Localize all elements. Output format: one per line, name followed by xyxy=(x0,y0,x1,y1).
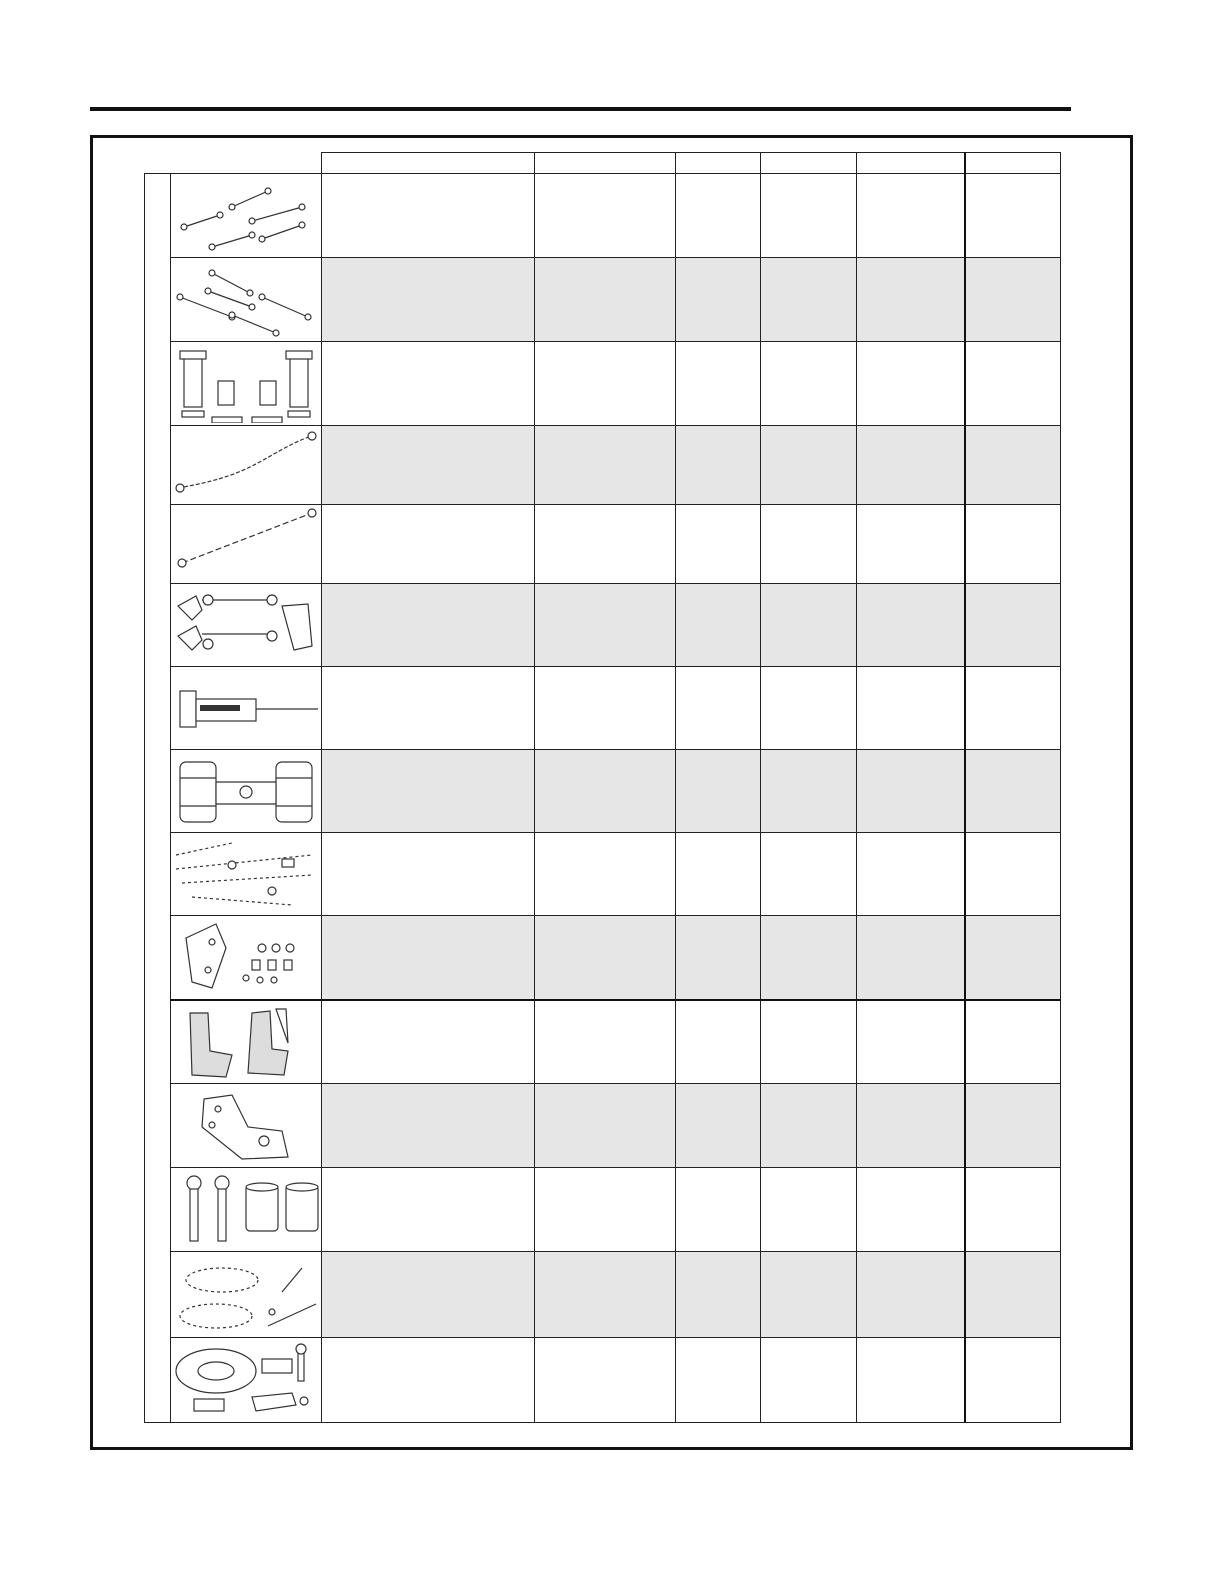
table-cell xyxy=(965,667,1061,750)
table-cell xyxy=(857,667,965,750)
control-arms-set-icon xyxy=(171,177,321,255)
table-header-row xyxy=(145,153,1061,174)
part-image-cell xyxy=(171,667,322,750)
table-cell xyxy=(535,667,676,750)
part-image-cell xyxy=(171,916,322,1000)
table-cell xyxy=(535,1338,676,1423)
table-row xyxy=(145,505,1061,584)
table-cell xyxy=(857,426,965,505)
cables-and-clips-icon xyxy=(171,1256,321,1334)
table-row xyxy=(145,1084,1061,1168)
table-row xyxy=(145,1000,1061,1084)
table-row xyxy=(145,174,1061,258)
table-cell xyxy=(761,750,857,833)
brake-line-hardware-icon xyxy=(171,835,321,913)
part-image-cell xyxy=(171,1168,322,1252)
side-label-column xyxy=(145,174,171,1423)
table-cell xyxy=(676,916,761,1000)
table-cell xyxy=(857,505,965,584)
table-cell xyxy=(761,1252,857,1338)
table-cell xyxy=(857,1252,965,1338)
table-row xyxy=(145,667,1061,750)
bolts-and-bump-stops-icon xyxy=(171,1171,321,1249)
adjustable-control-arms-icon xyxy=(171,261,321,339)
part-image-cell xyxy=(171,426,322,505)
table-cell xyxy=(322,258,535,342)
table-cell xyxy=(965,1000,1061,1084)
table-cell xyxy=(857,833,965,916)
table-cell xyxy=(535,833,676,916)
table-cell xyxy=(761,174,857,258)
table-cell xyxy=(965,916,1061,1000)
table-cell xyxy=(761,1168,857,1252)
table-cell xyxy=(761,916,857,1000)
table-cell xyxy=(857,1084,965,1168)
table-cell xyxy=(676,258,761,342)
table-cell xyxy=(965,426,1061,505)
table-cell xyxy=(676,1252,761,1338)
table-cell xyxy=(965,750,1061,833)
table-cell xyxy=(322,174,535,258)
table-cell xyxy=(322,667,535,750)
table-cell xyxy=(761,584,857,667)
table-cell xyxy=(676,505,761,584)
table-cell xyxy=(676,1168,761,1252)
table-cell xyxy=(322,1338,535,1423)
table-row xyxy=(145,258,1061,342)
table-cell xyxy=(761,1084,857,1168)
table-cell xyxy=(322,426,535,505)
table-cell xyxy=(857,1168,965,1252)
table-cell xyxy=(761,505,857,584)
table-cell xyxy=(965,1338,1061,1423)
parts-table xyxy=(144,152,1061,1423)
table-cell xyxy=(535,505,676,584)
table-cell xyxy=(322,916,535,1000)
table-cell xyxy=(676,1338,761,1423)
table-cell xyxy=(857,916,965,1000)
column-header xyxy=(676,153,761,174)
table-cell xyxy=(535,750,676,833)
table-cell xyxy=(535,584,676,667)
column-header xyxy=(965,153,1061,174)
table-cell xyxy=(322,584,535,667)
table-cell xyxy=(965,1084,1061,1168)
table-cell xyxy=(322,505,535,584)
part-image-cell xyxy=(171,258,322,342)
table-cell xyxy=(676,1000,761,1084)
header-blank xyxy=(145,153,322,174)
table-cell xyxy=(676,342,761,426)
table-cell xyxy=(857,750,965,833)
table-row xyxy=(145,1338,1061,1423)
table-cell xyxy=(965,833,1061,916)
table-body xyxy=(145,174,1061,1423)
table-cell xyxy=(676,1084,761,1168)
table-cell xyxy=(761,342,857,426)
table-cell xyxy=(761,1000,857,1084)
track-bar-icon xyxy=(171,426,321,504)
table-row xyxy=(145,916,1061,1000)
drag-link-icon xyxy=(171,505,321,583)
table-row xyxy=(145,584,1061,667)
table-cell xyxy=(535,1168,676,1252)
table-cell xyxy=(535,342,676,426)
part-image-cell xyxy=(171,750,322,833)
table-cell xyxy=(676,833,761,916)
bracket-hardware-kit-icon xyxy=(171,918,321,996)
table-cell xyxy=(322,1000,535,1084)
table-cell xyxy=(761,426,857,505)
column-header xyxy=(761,153,857,174)
part-image-cell xyxy=(171,584,322,667)
table-cell xyxy=(761,667,857,750)
table-cell xyxy=(857,174,965,258)
table-cell xyxy=(322,1168,535,1252)
table-cell xyxy=(965,584,1061,667)
table-cell xyxy=(857,1338,965,1423)
table-cell xyxy=(535,1252,676,1338)
part-image-cell xyxy=(171,174,322,258)
header-rule xyxy=(90,107,1071,111)
table-cell xyxy=(676,584,761,667)
table-cell xyxy=(857,1000,965,1084)
table-row xyxy=(145,426,1061,505)
table-cell xyxy=(761,1338,857,1423)
table-cell xyxy=(857,258,965,342)
part-image-cell xyxy=(171,342,322,426)
part-image-cell xyxy=(171,1084,322,1168)
table-cell xyxy=(322,1084,535,1168)
table-cell xyxy=(535,174,676,258)
steering-stabilizer-icon xyxy=(171,669,321,747)
table-cell xyxy=(965,342,1061,426)
table-cell xyxy=(965,1168,1061,1252)
table-row xyxy=(145,1252,1061,1338)
part-image-cell xyxy=(171,833,322,916)
part-image-cell xyxy=(171,505,322,584)
table-cell xyxy=(676,426,761,505)
table-cell xyxy=(761,258,857,342)
track-bar-bracket-icon xyxy=(171,1087,321,1165)
table-cell xyxy=(535,1000,676,1084)
shock-spacer-kit-icon xyxy=(171,345,321,423)
table-cell xyxy=(965,505,1061,584)
table-cell xyxy=(676,667,761,750)
table-row xyxy=(145,1168,1061,1252)
spare-tire-relocation-icon xyxy=(171,1341,321,1419)
table-cell xyxy=(857,342,965,426)
part-image-cell xyxy=(171,1338,322,1423)
table-cell xyxy=(322,750,535,833)
column-header xyxy=(322,153,535,174)
part-image-cell xyxy=(171,1000,322,1084)
table-cell xyxy=(965,174,1061,258)
table-cell xyxy=(535,426,676,505)
part-image-cell xyxy=(171,1252,322,1338)
mount-brackets-icon xyxy=(171,1003,321,1081)
table-row xyxy=(145,833,1061,916)
table-cell xyxy=(761,833,857,916)
table-cell xyxy=(676,750,761,833)
column-header xyxy=(857,153,965,174)
table-cell xyxy=(965,1252,1061,1338)
table-row xyxy=(145,750,1061,833)
table-cell xyxy=(535,916,676,1000)
table-cell xyxy=(535,1084,676,1168)
table-cell xyxy=(322,342,535,426)
table-cell xyxy=(857,584,965,667)
column-header xyxy=(535,153,676,174)
table-cell xyxy=(965,258,1061,342)
table-cell xyxy=(322,1252,535,1338)
table-row xyxy=(145,342,1061,426)
bump-stop-spacer-icon xyxy=(171,752,321,830)
sway-bar-links-icon xyxy=(171,586,321,664)
table-cell xyxy=(676,174,761,258)
table-cell xyxy=(322,833,535,916)
table-cell xyxy=(535,258,676,342)
